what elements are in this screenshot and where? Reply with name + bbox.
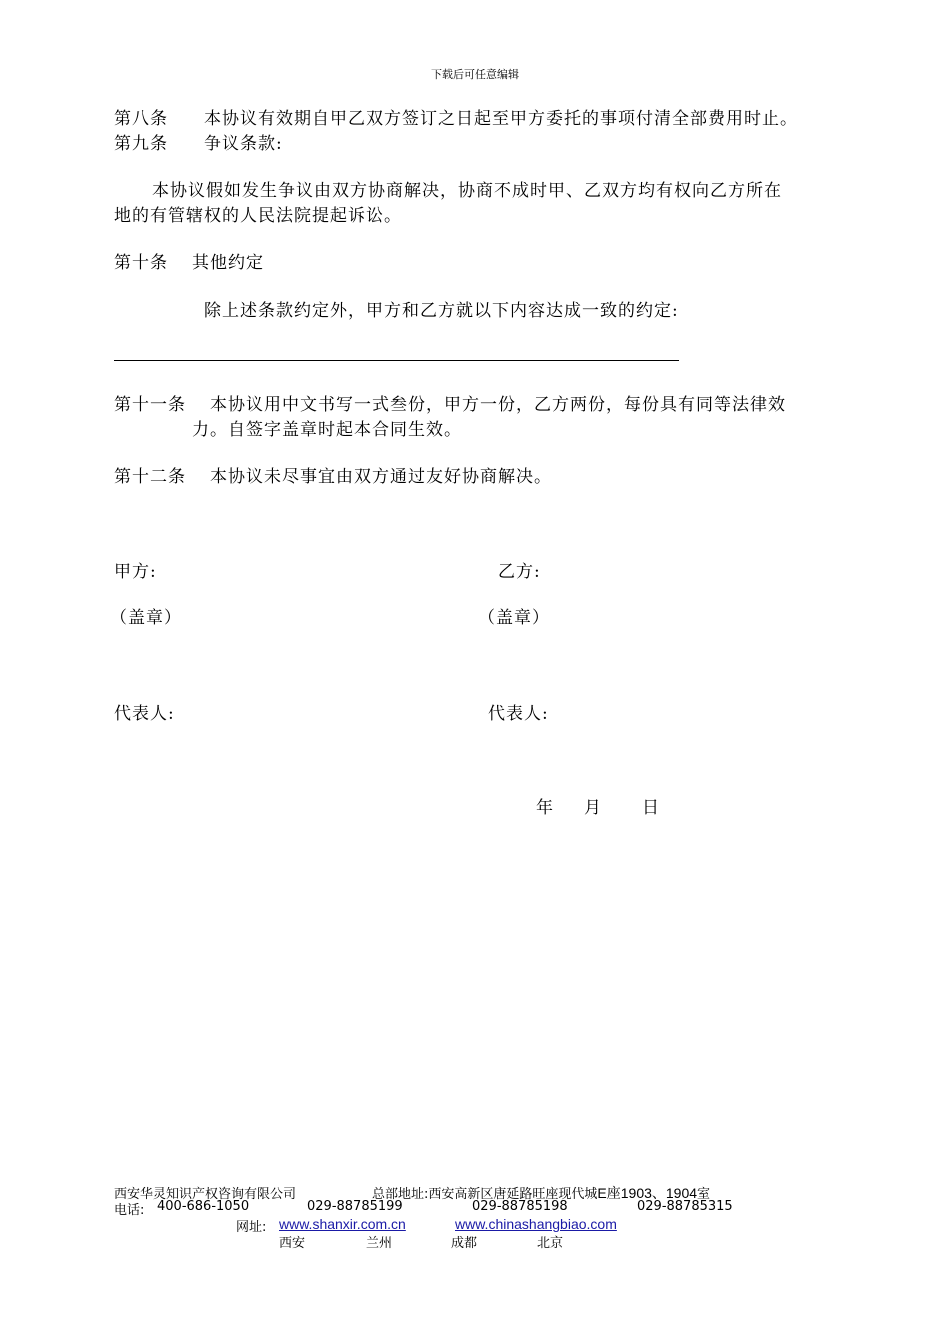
footer-website-link-2[interactable]: www.chinashangbiao.com [455,1216,617,1232]
article-10-label: 第十条 [114,253,168,273]
footer-phone-2: 029-88785199 [307,1199,403,1214]
footer-city-lanzhou: 兰州 [366,1236,393,1251]
article-11-text-line2: 力。自签字盖章时起本合同生效。 [192,420,462,440]
article-9-text: 争议条款: [204,134,283,154]
footer-phone-4: 029-88785315 [637,1199,733,1214]
party-a-representative: 代表人: [114,704,175,724]
footer-hq-address-suffix: 室 [697,1187,711,1202]
footer-website-link-1[interactable]: www.shanxir.com.cn [279,1216,406,1232]
article-9-paragraph-line1: 本协议假如发生争议由双方协商解决，协商不成时甲、乙双方均有权向乙方所在 [152,181,782,201]
footer-city-chengdu: 成都 [451,1236,478,1251]
article-12-text: 本协议未尽事宜由双方通过友好协商解决。 [210,467,552,487]
article-12-label: 第十二条 [114,467,186,487]
blank-fill-line [114,360,679,361]
party-a-label: 甲方: [114,562,157,582]
article-8-text: 本协议有效期自甲乙双方签订之日起至甲方委托的事项付清全部费用时止。 [204,109,798,129]
date-year: 年 [536,798,554,818]
footer-phone-label: 电话: [114,1203,145,1218]
footer-hq-address: 西安高新区唐延路旺座现代城 [428,1187,598,1202]
date-day: 日 [642,798,660,818]
party-b-label: 乙方: [498,562,541,582]
footer-phone-3: 029-88785198 [472,1199,568,1214]
date-month: 月 [584,798,602,818]
footer-company: 西安华灵知识产权咨询有限公司 [114,1187,297,1202]
footer-hq-address-number: E座1903、1904 [597,1185,698,1201]
party-b-representative: 代表人: [488,704,549,724]
footer-city-beijing: 北京 [537,1236,564,1251]
party-b-seal: （盖章） [478,608,550,628]
article-8-label: 第八条 [114,109,168,129]
header-note: 下载后可任意编辑 [431,68,519,81]
party-a-seal: （盖章） [110,608,182,628]
footer-city-xian: 西安 [279,1236,306,1251]
article-11-text-line1: 本协议用中文书写一式叁份，甲方一份，乙方两份，每份具有同等法律效 [210,395,786,415]
article-10-paragraph: 除上述条款约定外，甲方和乙方就以下内容达成一致的约定: [204,301,679,321]
article-9-paragraph-line2: 地的有管辖权的人民法院提起诉讼。 [114,206,402,226]
article-10-text: 其他约定 [192,253,264,273]
footer-web-label: 网址: [236,1220,267,1235]
article-9-label: 第九条 [114,134,168,154]
footer-hq-label: 总部地址: [372,1187,429,1202]
footer-phone-1: 400-686-1050 [157,1199,250,1214]
article-11-label: 第十一条 [114,395,186,415]
